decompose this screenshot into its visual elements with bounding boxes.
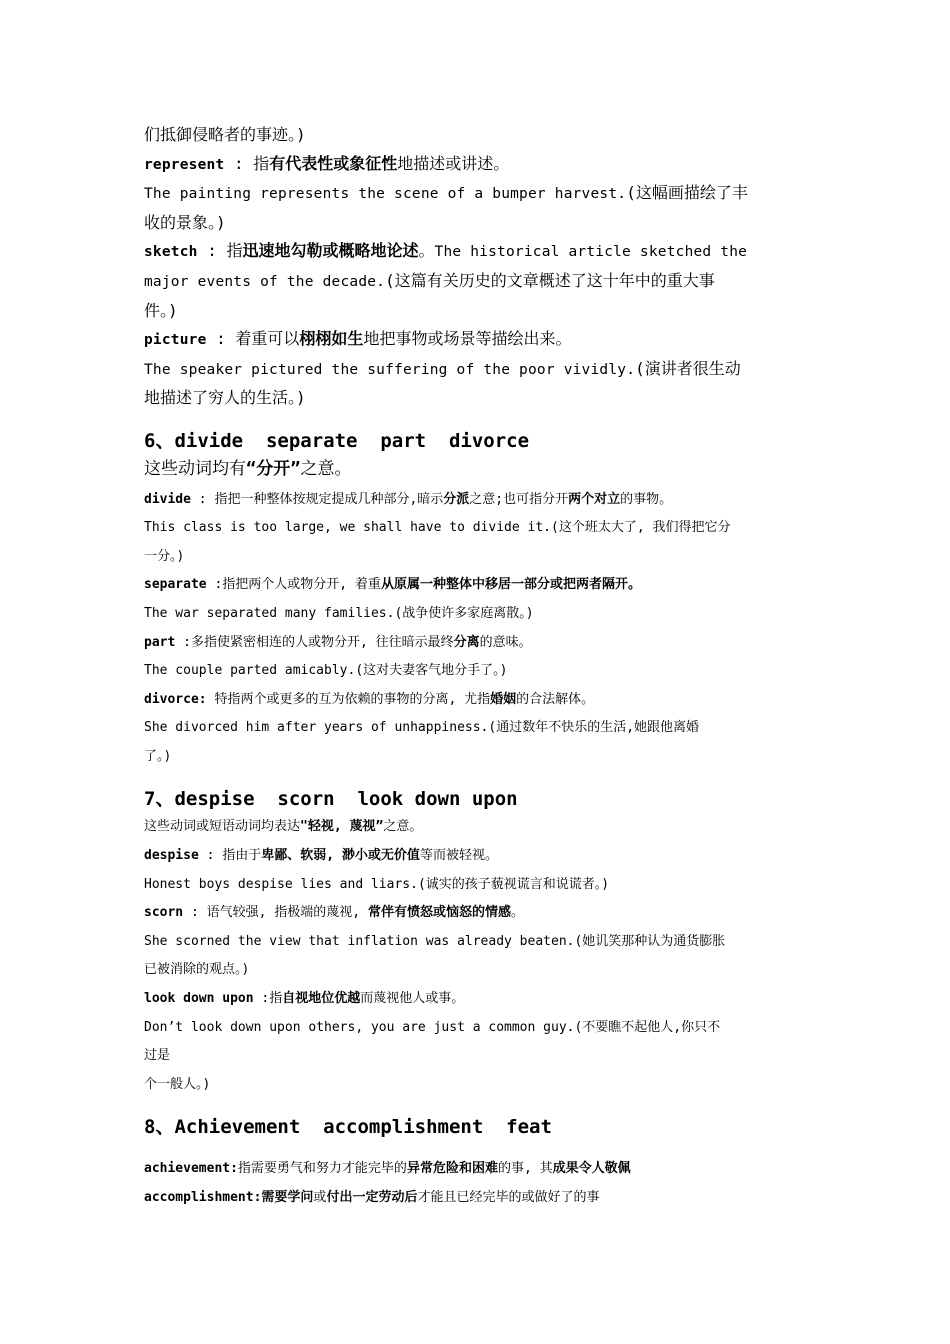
- text: 之意。: [383, 819, 423, 835]
- text: 收的景象。): [144, 212, 226, 232]
- example-zh: (演讲者很生动: [635, 358, 741, 378]
- text: 才能且已经完毕的或做好了的事: [417, 1190, 600, 1205]
- text: 指需要勇气和努力才能完毕的: [237, 1161, 407, 1177]
- emphasis: 成果令人敬佩: [552, 1161, 631, 1177]
- example-zh: (诚实的孩子藐视谎言和说谎者。): [417, 876, 610, 892]
- example-zh: (这幅画描绘了丰: [626, 183, 748, 203]
- definition-divorce: [144, 686, 808, 715]
- example-line: [144, 714, 808, 743]
- example-zh: (战争使许多家庭离散。): [394, 605, 534, 621]
- section-heading-6: 6、divide separate part divorce: [144, 429, 530, 452]
- emphasis: 有代表性或象征性: [269, 153, 398, 173]
- definition-scorn: [144, 899, 808, 928]
- example-en: She divorced him after years of unhappiness.: [144, 720, 489, 736]
- example-line: [144, 657, 808, 686]
- example-line: [144, 928, 808, 957]
- term: scorn: [144, 905, 184, 921]
- text: 地描述或讲述。: [397, 153, 510, 173]
- definition-represent: [144, 150, 808, 180]
- example-en: She scorned the view that inflation was already beaten.: [144, 933, 575, 949]
- definition-picture: [144, 325, 808, 355]
- section-heading-8: 8、Achievement accomplishment feat: [144, 1116, 552, 1139]
- spacer: [144, 1141, 808, 1155]
- definition-divide: [144, 486, 808, 515]
- text: 地描述了穷人的生活。): [144, 388, 306, 408]
- text-line: [144, 121, 808, 150]
- text: 之意。: [300, 458, 352, 479]
- example-en: The couple parted amicably.: [144, 663, 356, 679]
- term: achievement:: [144, 1161, 238, 1177]
- text-line: [144, 543, 808, 572]
- text-line: [144, 956, 808, 985]
- term: divide: [144, 491, 191, 507]
- example-zh: (这篇有关历史的文章概述了这十年中的重大事: [385, 270, 715, 290]
- term: sketch: [144, 244, 198, 261]
- text-line: [144, 1071, 808, 1100]
- text-line: [144, 297, 808, 326]
- example-en: Don’t look down upon others, you are just a common guy.: [144, 1019, 575, 1035]
- text: 一分。): [144, 548, 185, 564]
- emphasis: “分开”: [246, 458, 301, 479]
- text: 的合法解体。: [516, 691, 595, 707]
- term: part: [144, 634, 176, 650]
- text-line: [144, 209, 808, 238]
- definition-despise: [144, 842, 808, 871]
- example-en: The speaker pictured the suffering of the poor vividly.: [144, 361, 636, 378]
- text: : 指把一种整体按规定提成几种部分,暗示: [190, 491, 444, 507]
- emphasis: 迅速地勾勒或概略地论述: [242, 241, 419, 261]
- definition-achievement: [144, 1155, 808, 1184]
- text: : 指: [224, 153, 270, 173]
- example-line: [144, 871, 808, 900]
- example-en: major events of the decade.: [144, 273, 386, 290]
- document-page: [144, 121, 808, 1213]
- example-line: [144, 1014, 808, 1043]
- emphasis: 付出一定劳动后: [326, 1190, 418, 1205]
- term: divorce:: [144, 691, 207, 707]
- emphasis: 卑鄙、软弱, 渺小或无价值: [261, 848, 420, 864]
- text: : 指由于: [198, 848, 262, 864]
- example-line: [144, 179, 808, 209]
- emphasis: 婚姻: [490, 691, 517, 707]
- emphasis: 分派: [443, 491, 470, 507]
- example-en: This class is too large, we shall have to divide it.: [144, 520, 551, 536]
- text: 这些动词或短语动词均表达: [144, 819, 301, 835]
- example-en: The historical article sketched the: [434, 244, 748, 261]
- example-zh: (通过数年不快乐的生活,她跟他离婚: [488, 720, 700, 736]
- text: 了。): [144, 748, 172, 764]
- emphasis: 常伴有愤怒或恼怒的情感: [367, 905, 511, 921]
- text: :指把两个人或物分开, 着重: [206, 577, 381, 593]
- term: look down upon: [144, 991, 254, 1007]
- text-line: [144, 743, 808, 772]
- text-line: [144, 1042, 808, 1071]
- text: 特指两个或更多的互为依赖的事物的分离, 尤指: [206, 691, 491, 707]
- text: 个一般人。): [144, 1076, 211, 1092]
- emphasis: 异常危险和困难: [406, 1161, 498, 1177]
- definition-accomplishment: [144, 1184, 808, 1213]
- emphasis: 栩栩如生: [299, 329, 364, 349]
- emphasis: 需要学问: [261, 1190, 314, 1205]
- term: picture: [144, 332, 207, 349]
- example-line: [144, 267, 808, 297]
- term: represent: [144, 156, 225, 173]
- text-line: [144, 384, 808, 413]
- intro-line: [144, 455, 808, 486]
- term: despise: [144, 848, 199, 864]
- example-zh: (她讥笑那种认为通货膨胀: [574, 933, 726, 949]
- text: 件。): [144, 300, 178, 320]
- emphasis: "轻视, 蔑视”: [300, 819, 384, 835]
- text: 。: [418, 241, 435, 261]
- example-en: The painting represents the scene of a bumper harvest.: [144, 186, 627, 203]
- text: :多指使紧密相连的人或物分开, 往往暗示最终: [175, 634, 454, 650]
- example-zh: (这个班太大了, 我们得把它分: [551, 520, 731, 536]
- text: 已被消除的观点。): [144, 962, 250, 978]
- text: 。: [510, 905, 524, 921]
- example-line: [144, 514, 808, 543]
- text: 等而被轻视。: [419, 848, 498, 864]
- definition-look-down-upon: [144, 985, 808, 1014]
- example-line: [144, 600, 808, 629]
- text: 们抵御侵略者的事迹。): [144, 125, 306, 144]
- text: 的意味。: [479, 634, 532, 650]
- emphasis: 两个对立: [568, 491, 621, 507]
- definition-part: [144, 629, 808, 658]
- text: 之意;也可指分开: [469, 491, 569, 507]
- example-en: Honest boys despise lies and liars.: [144, 876, 418, 892]
- text: 的事物。: [620, 491, 673, 507]
- emphasis: 自视地位优越: [282, 991, 361, 1007]
- text: 地把事物或场景等描绘出来。: [363, 329, 572, 349]
- example-zh: (这对夫妻客气地分手了。): [355, 663, 508, 679]
- definition-separate: [144, 571, 808, 600]
- text: : 语气较强, 指极端的蔑视,: [183, 905, 368, 921]
- text: 而蔑视他人或事。: [360, 991, 465, 1007]
- section-heading-7: 7、despise scorn look down upon: [144, 788, 518, 811]
- text: :指: [253, 991, 283, 1007]
- text: 过是: [144, 1048, 171, 1064]
- example-en: The war separated many families.: [144, 605, 395, 621]
- emphasis: 从原属一种整体中移居一部分或把两者隔开。: [380, 577, 641, 593]
- example-line: [144, 355, 808, 385]
- emphasis: 分离: [453, 634, 480, 650]
- intro-line: [144, 813, 808, 842]
- definition-sketch: [144, 237, 808, 267]
- text: 或: [313, 1190, 327, 1205]
- term: accomplishment:: [144, 1190, 262, 1205]
- text: 这些动词均有: [144, 458, 246, 479]
- example-zh: (不要瞧不起他人,你只不: [574, 1019, 721, 1035]
- text: : 指: [197, 241, 243, 261]
- text: : 着重可以: [206, 329, 300, 349]
- term: separate: [144, 577, 207, 593]
- text: 的事, 其: [497, 1161, 553, 1177]
